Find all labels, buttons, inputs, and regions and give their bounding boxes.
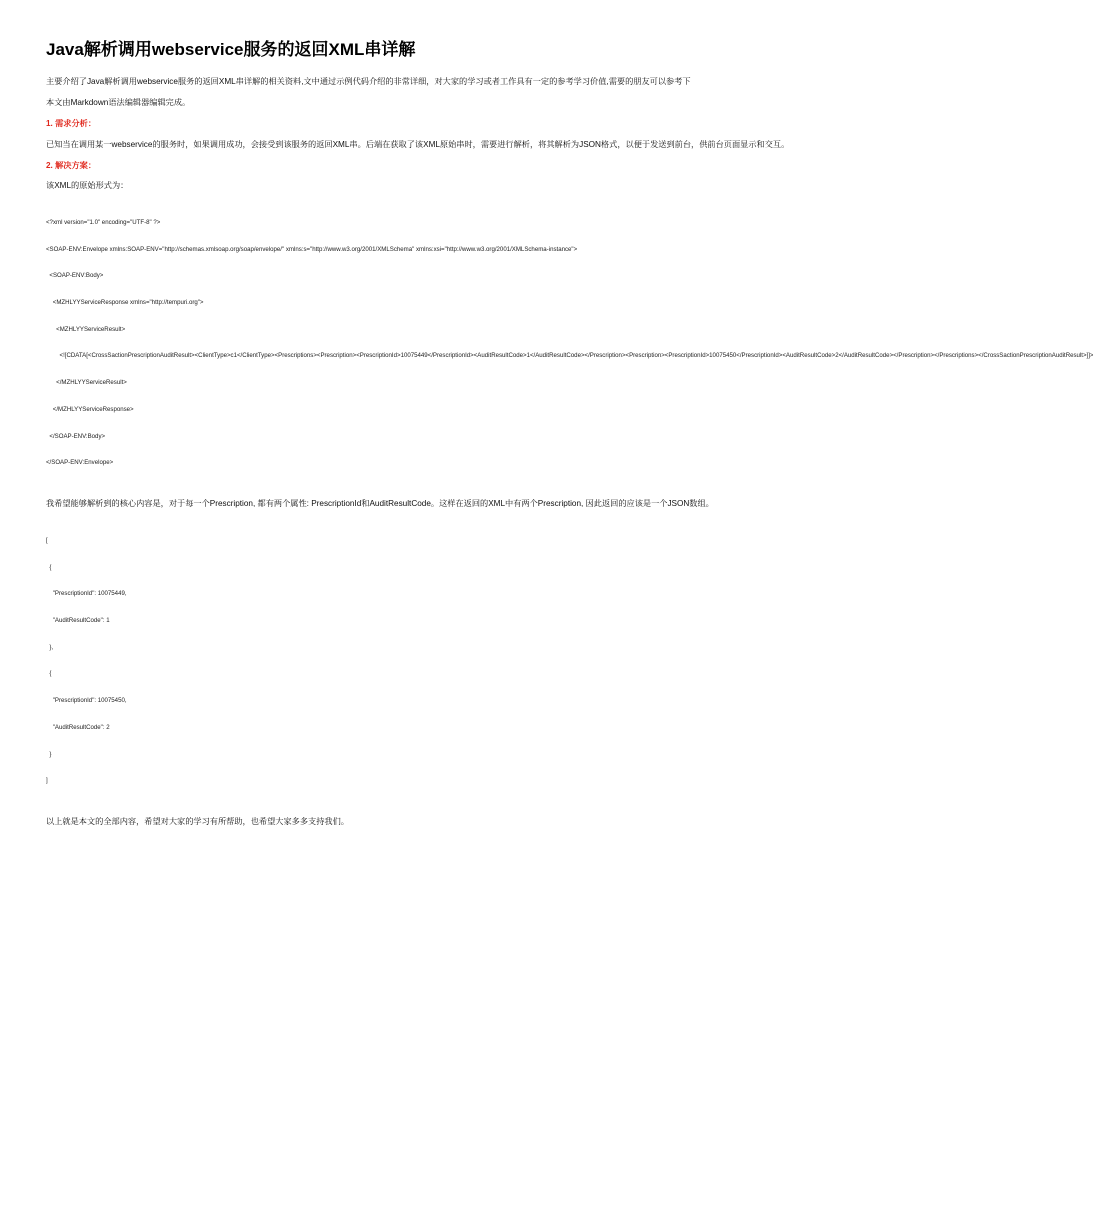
code-line: <SOAP-ENV:Body>: [46, 272, 104, 280]
json-code-block: [46, 519, 828, 804]
section-1-text: 已知当在调用某一webservice的服务时，如果调用成功，会接受到该服务的返回XML串。后端在获取了该XML原始串时，需要进行解析，将其解析为JSON格式，以便于发送到前台，供前台页面显示和交互。: [46, 140, 790, 149]
code-line: {: [46, 670, 52, 678]
code-line: </SOAP-ENV:Envelope>: [46, 459, 114, 467]
code-line: </MZHLYYServiceResult>: [46, 379, 127, 387]
json-intro: 我希望能够解析到的核心内容是，对于每一个Prescription, 都有两个属性: PrescriptionId和AuditResultCode。这样在返回的XML中有两个Prescription, 因此返回的应该是一个JSON数组。: [46, 499, 714, 508]
code-line: <?xml version="1.0" encoding="UTF-8" ?>: [46, 218, 161, 226]
code-line: ]: [46, 777, 48, 785]
code-line: <MZHLYYServiceResult>: [46, 325, 126, 333]
code-line: <SOAP-ENV:Envelope xmlns:SOAP-ENV="http://schemas.xmlsoap.org/soap/envelope/" xmlns:s="http://www.w3.org/2001/XMLSchema" xmlns:xsi="http://www.w3.org/2001/XMLSchema-instance">: [46, 245, 578, 253]
xml-intro: 该XML的原始形式为：: [46, 181, 129, 190]
code-line: "AuditResultCode": 2: [46, 723, 110, 731]
code-line: },: [46, 643, 54, 651]
code-line: <MZHLYYServiceResponse xmlns="http://tempuri.org">: [46, 298, 204, 306]
editor-note: 本文由Markdown语法编辑器编辑完成。: [46, 98, 191, 107]
closing-text: 以上就是本文的全部内容，希望对大家的学习有所帮助，也希望大家多多支持我们。: [46, 817, 349, 826]
code-line: "AuditResultCode": 1: [46, 616, 110, 624]
section-1-heading: 1. 需求分析：: [46, 119, 97, 128]
code-line: "PrescriptionId": 10075449,: [46, 590, 127, 598]
xml-code-block: [46, 201, 1093, 486]
article-intro: 主要介绍了Java解析调用webservice服务的返回XML串详解的相关资料,文中通过示例代码介绍的非常详细，对大家的学习或者工作具有一定的参考学习价值,需要的朋友可以参考下: [46, 77, 691, 86]
code-line: }: [46, 750, 52, 758]
code-line: {: [46, 563, 52, 571]
code-line: </MZHLYYServiceResponse>: [46, 405, 134, 413]
code-line: "PrescriptionId": 10075450,: [46, 697, 127, 705]
code-line: </SOAP-ENV:Body>: [46, 432, 106, 440]
section-2-heading: 2. 解决方案：: [46, 161, 97, 170]
code-line: [: [46, 536, 48, 544]
article-title: Java解析调用webservice服务的返回XML串详解: [46, 40, 416, 59]
code-line: <![CDATA[<CrossSactionPrescriptionAuditResult><ClientType>c1</ClientType><Prescriptions><Prescription><PrescriptionId>10075449</PrescriptionId><AuditResultCode>1</AuditResultCode></Prescription><Prescription><PrescriptionId>10075450</PrescriptionId><AuditResultCode>2</AuditResultCode></Prescription></Prescriptions></CrossSactionPrescriptionAuditResult>]]>: [46, 352, 1093, 360]
